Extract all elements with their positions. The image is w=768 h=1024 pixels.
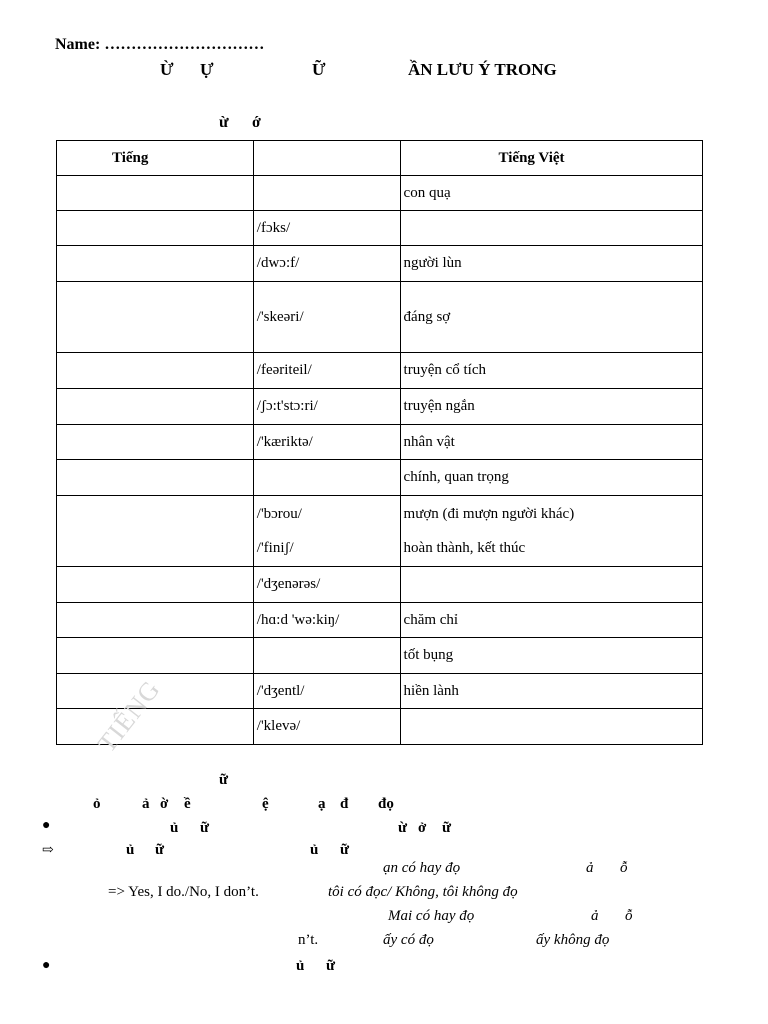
subheading-fragment: ớ [252,114,261,131]
cell-ipa: /dwɔ:f/ [253,246,400,282]
cell-meaning: người lùn [400,246,702,282]
grammar-fragment: đ [340,796,349,812]
cell-ipa [253,460,400,496]
table-row [57,638,703,674]
table-row [57,176,703,211]
header-vietnamese: Tiếng Việt [400,141,702,176]
grammar-fragment: ạ [318,796,326,812]
cell-meaning-line: hoàn thành, kết thúc [403,540,526,556]
grammar-fragment: ữ [340,842,350,858]
cell-ipa: /'klevə/ [253,709,400,745]
cell-ipa: /'skeəri/ [253,282,400,353]
cell-meaning [400,567,702,603]
grammar-fragment: tôi có đọc/ Không, tôi không đọ [328,884,518,900]
table-row [57,353,703,389]
table-header-row [57,141,703,176]
cell-word [57,496,254,567]
cell-word [57,176,254,211]
cell-word [57,638,254,674]
grammar-fragment: ả [142,796,150,812]
cell-meaning-line: mượn (đi mượn người khác) [403,506,575,522]
title-fragment: Ừ [160,60,174,79]
cell-ipa [253,176,400,211]
cell-meaning: chính, quan trọng [400,460,702,496]
grammar-fragment: đọ [378,796,394,812]
grammar-fragment: ỏ [93,796,101,812]
watermark: TIẾNG [92,674,166,758]
table-row [57,603,703,638]
subheading-fragment: ừ [219,114,229,131]
grammar-fragment: ấy không đọ [536,932,610,948]
cell-meaning [400,709,702,745]
cell-ipa: /ʃɔ:t'stɔ:ri/ [253,389,400,425]
title-fragment: Ự [200,60,214,79]
grammar-fragment: ữ [219,772,229,788]
cell-word [57,460,254,496]
grammar-fragment: ủ [170,820,179,836]
cell-ipa: /'dʒentl/ [253,674,400,709]
cell-ipa [253,638,400,674]
cell-meaning: nhân vật [400,425,702,460]
bullet-icon: ● [42,818,51,833]
cell-word [57,282,254,353]
cell-ipa-line: /'finiʃ/ [256,540,294,556]
cell-ipa: /'dʒenərəs/ [253,567,400,603]
grammar-fragment: ả [586,860,594,876]
cell-word [57,353,254,389]
grammar-answer: => Yes, I do./No, I don’t. [108,884,259,900]
cell-meaning [400,496,702,567]
table-row [57,389,703,425]
cell-word [57,211,254,246]
cell-meaning: truyện cổ tích [400,353,702,389]
header-pronunciation [253,141,400,176]
cell-ipa-line: /'bɔrou/ [256,506,302,522]
table-row [57,567,703,603]
grammar-fragment: ữ [155,842,165,858]
cell-ipa: /'kæriktə/ [253,425,400,460]
grammar-fragment: ủ [310,842,319,858]
table-row [57,460,703,496]
cell-word [57,709,254,745]
cell-ipa [253,496,400,567]
header-english: Tiếng [57,141,254,176]
table-row [57,496,703,567]
grammar-fragment: ấy có đọ [383,932,434,948]
cell-meaning: tốt bụng [400,638,702,674]
cell-ipa: /hɑ:d 'wə:kiŋ/ [253,603,400,638]
table-row [57,425,703,460]
cell-word [57,603,254,638]
grammar-fragment: n’t. [298,932,319,948]
table-row [57,709,703,745]
table-row [57,246,703,282]
cell-meaning: hiền lành [400,674,702,709]
cell-meaning: truyện ngắn [400,389,702,425]
cell-word [57,389,254,425]
bullet-icon: ● [42,958,51,973]
cell-word [57,246,254,282]
table-row [57,282,703,353]
grammar-fragment: ả [591,908,599,924]
grammar-fragment: ữ [326,958,336,974]
cell-meaning [400,211,702,246]
cell-word [57,567,254,603]
arrow-icon: ⇨ [42,843,54,858]
grammar-fragment: ờ [160,796,169,812]
cell-ipa: /feəriteil/ [253,353,400,389]
grammar-fragment: ệ [262,796,269,812]
grammar-fragment: ề [184,796,191,812]
grammar-fragment: ỗ [625,908,633,924]
cell-meaning: đáng sợ [400,282,702,353]
cell-ipa: /fɔks/ [253,211,400,246]
cell-word [57,425,254,460]
grammar-fragment: Mai có hay đọ [388,908,475,924]
grammar-fragment: ữ [442,820,452,836]
grammar-fragment: ạn có hay đọ [383,860,461,876]
vocabulary-table [56,140,703,745]
cell-meaning: chăm chỉ [400,603,702,638]
name-label: Name: ………………………… [55,36,265,53]
table-row [57,211,703,246]
grammar-fragment: ỗ [620,860,628,876]
grammar-fragment: ủ [126,842,135,858]
grammar-fragment: ủ [296,958,305,974]
cell-meaning: con quạ [400,176,702,211]
grammar-fragment: ở [418,820,427,836]
title-fragment: Ữ [312,60,326,79]
title-fragment: ẦN LƯU Ý TRONG [408,60,557,79]
grammar-fragment: ừ [398,820,408,836]
grammar-fragment: ữ [200,820,210,836]
